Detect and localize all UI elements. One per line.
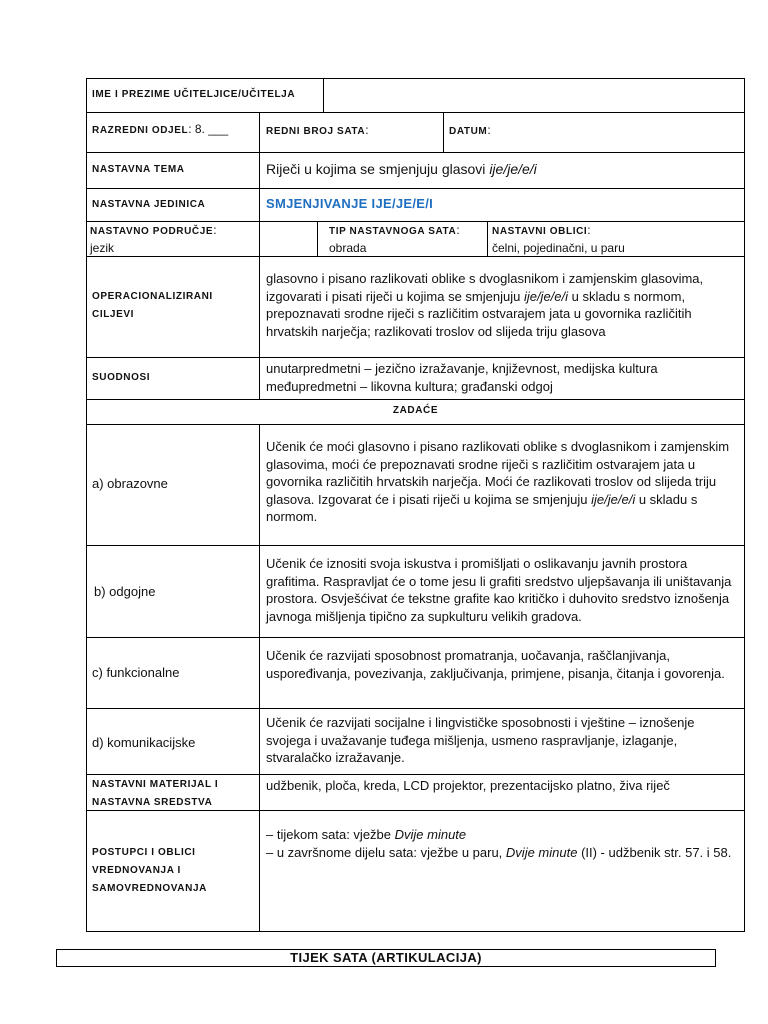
unit-value: SMJENJIVANJE IJE/JE/E/I: [266, 196, 434, 211]
evaluation-label: POSTUPCI I OBLICI VREDNOVANJA I SAMOVREDNOVANJA: [92, 847, 207, 894]
lesson-type-label: TIP NASTAVNOGA SATA: [329, 226, 457, 237]
teaching-forms-cell: [492, 222, 625, 256]
date-cell: [449, 121, 491, 141]
goals-label: OPERACIONALIZIRANI CILJEVI: [92, 291, 213, 320]
educational-text: Učenik će moći glasovno i pisano razlikovati oblike s dvoglasnikom i zamjenskim glasovima, moći će prepoznavati srodne riječi s različitim ostvarajem jata u govornika različitih hrvatskih narječja. Moći će razlikovati troslov od slijeda triju glasova. Izgovarat će i pisati riječi u kojima se smjenjuju ije/je/e/i u skladu s normom.: [266, 439, 730, 524]
area-cell: [90, 222, 217, 256]
evaluation-text: – tijekom sata: vježbe Dvije minute – u završnome dijelu sata: vježbe u paru, Dvije minute (II) - udžbenik str. 57. i 58.: [266, 827, 732, 860]
topic-label: NASTAVNA TEMA: [92, 164, 185, 175]
area-colon: :: [213, 223, 217, 237]
teaching-forms-label: NASTAVNI OBLICI: [492, 226, 588, 237]
grade-cell: [92, 120, 228, 140]
topic-italic: ije/je/e/i: [489, 161, 537, 177]
grade-label: RAZREDNI ODJEL: [92, 125, 189, 136]
lesson-number-cell: [266, 121, 369, 141]
area-value: jezik: [90, 241, 115, 255]
teaching-forms-colon: :: [587, 223, 591, 237]
lesson-number-label: REDNI BROJ SATA: [266, 126, 366, 137]
topic-value: [266, 159, 537, 179]
tasks-header: ZADAĆE: [392, 405, 439, 416]
teacher-name-label: IME I PREZIME UČITELJICE/UČITELJA: [92, 89, 296, 100]
date-label: DATUM: [449, 126, 488, 137]
lesson-number-colon: :: [365, 123, 369, 137]
communicative-text: Učenik će razvijati socijalne i lingvističke sposobnosti i vještine – iznošenje svojega i uvažavanje tuđega mišljenja, usmeno raspravljanje, izlaganje, stvaralačko izražavanje.: [266, 715, 695, 765]
functional-text: Učenik će razvijati sposobnost promatranja, uočavanja, raščlanjivanja, uspoređivanja, povezivanja, zaključivanja, primjene, pisanja, čitanja i govorenja.: [266, 648, 725, 681]
upbringing-label: b) odgojne: [94, 584, 156, 599]
area-label: NASTAVNO PODRUČJE: [90, 226, 214, 237]
materials-label: NASTAVNI MATERIJAL I NASTAVNA SREDSTVA: [92, 779, 219, 808]
relations-label: SUODNOSI: [92, 372, 151, 383]
goals-text: glasovno i pisano razlikovati oblike s dvoglasnikom i zamjenskim glasovima, izgovarati i pisati riječi u kojima se smjenjuju ije/je/e/i u skladu s normom, prepoznavati srodne riječi s različitim ostvarajem jata u govornika različitih hrvatskih narječja; razlikovati troslov od slijeda triju glasova: [266, 271, 704, 339]
materials-text: udžbenik, ploča, kreda, LCD projektor, prezentacijsko platno, živa riječ: [266, 778, 670, 793]
lesson-type-value: obrada: [329, 241, 367, 255]
communicative-label: d) komunikacijske: [92, 735, 196, 750]
unit-label: NASTAVNA JEDINICA: [92, 199, 206, 210]
educational-label: a) obrazovne: [92, 476, 168, 491]
upbringing-text: Učenik će iznositi svoja iskustva i promišljati o oslikavanju javnih prostora grafitima. Raspravljat će o tome jesu li grafiti sredstvo uljepšavanja ili uništavanja prostora. Osvješćivat će tekstne grafite kao kritičko i duhovito sredstvo iznošenja javnoga mišljenja tipično za supkulturu velikih gradova.: [266, 556, 732, 624]
teaching-forms-value: čelni, pojedinačni, u paru: [492, 241, 625, 255]
grade-value: : 8. ___: [188, 122, 229, 136]
lesson-type-colon: :: [456, 223, 460, 237]
lesson-type-cell: [329, 222, 460, 256]
relations-text: unutarpredmetni – jezično izražavanje, književnost, medijska kultura međupredmetni – likovna kultura; građanski odgoj: [266, 361, 658, 394]
topic-text: Riječi u kojima se smjenjuju glasovi: [266, 161, 490, 177]
lesson-flow-title: TIJEK SATA (ARTIKULACIJA): [56, 949, 716, 967]
date-colon: :: [487, 123, 491, 137]
functional-label: c) funkcionalne: [92, 665, 180, 680]
